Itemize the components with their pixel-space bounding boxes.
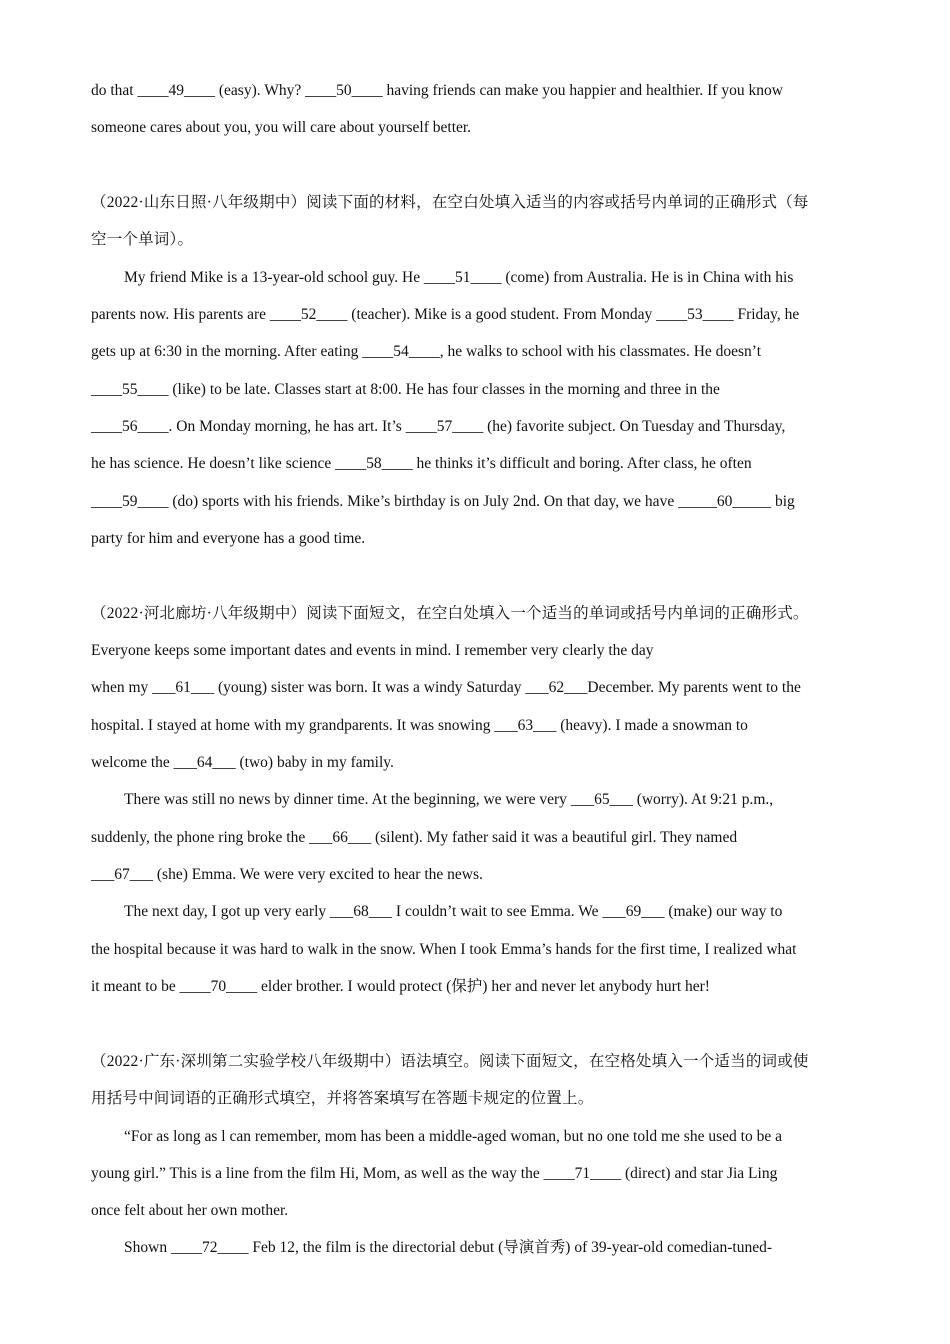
fill-blank: ___67___ — [91, 866, 153, 883]
text-segment: My friend Mike is a 13-year-old school guy. He — [124, 269, 425, 286]
fill-blank: ____50____ — [305, 82, 383, 99]
text-segment: welcome the — [91, 754, 174, 771]
fill-blank: ____51____ — [424, 269, 502, 286]
text-segment: (she) Emma. We were very excited to hear the news. — [153, 866, 483, 883]
passage-line — [91, 641, 654, 661]
passage-line — [91, 977, 710, 997]
text-segment: party for him and everyone has a good time. — [91, 530, 366, 547]
text-segment: the hospital because it was hard to walk in the snow. When I took Emma’s hands for the first time, I realized what — [91, 941, 797, 958]
text-segment: , he walks to school with his classmates. He doesn’t — [439, 343, 761, 360]
fill-blank: ____59____ — [91, 493, 169, 510]
text-segment: (easy). Why? — [215, 82, 306, 99]
text-segment: (come) from Australia. He is in China with his — [501, 269, 794, 286]
instruction-line — [91, 230, 193, 250]
text-segment: （2022·广东·深圳第二实验学校八年级期中）语法填空。阅读下面短文，在空格处填入一个适当的词或使 — [91, 1053, 809, 1070]
text-segment: (young) sister was born. It was a windy Saturday — [214, 679, 526, 696]
text-segment: he has science. He doesn’t like science — [91, 455, 336, 472]
passage-line — [91, 342, 761, 362]
text-segment: (direct) and star Jia Ling — [621, 1165, 778, 1182]
fill-blank: ___61___ — [152, 679, 215, 696]
passage-line — [91, 305, 799, 325]
text-segment: do that — [91, 82, 138, 99]
passage-line — [124, 902, 782, 922]
fill-blank: ____54____ — [362, 343, 440, 360]
text-segment: elder brother. I would protect (保护) her and never let anybody hurt her! — [257, 978, 710, 995]
fill-blank: ___65___ — [570, 791, 633, 808]
text-segment: (two) baby in my family. — [235, 754, 394, 771]
passage-line — [91, 716, 748, 736]
passage-line — [91, 118, 471, 138]
passage-line — [124, 1238, 772, 1258]
text-segment: someone cares about you, you will care about yourself better. — [91, 119, 472, 136]
passage-line — [91, 828, 737, 848]
text-segment: (heavy). I made a snowman to — [556, 717, 748, 734]
fill-blank: ___66___ — [309, 829, 372, 846]
fill-blank: ____58____ — [335, 455, 413, 472]
fill-blank: ____55____ — [91, 381, 169, 398]
passage-line — [91, 417, 785, 437]
instruction-line — [91, 193, 809, 213]
text-segment: (like) to be late. Classes start at 8:00. He has four classes in the morning and three in the — [168, 381, 720, 398]
text-segment: （2022·河北廊坊·八年级期中）阅读下面短文，在空白处填入一个适当的单词或括号内单词的正确形式。 — [91, 605, 809, 622]
text-segment: (worry). At 9:21 p.m., — [632, 791, 774, 808]
text-segment: when my — [91, 679, 153, 696]
text-segment: The next day, I got up very early — [124, 903, 331, 920]
passage-line — [91, 529, 365, 549]
text-segment: “For as long as l can remember, mom has been a middle-aged woman, but no one told me she used to be a — [124, 1128, 782, 1145]
passage-line — [124, 268, 793, 288]
fill-blank: ____53____ — [656, 306, 734, 323]
text-segment: having friends can make you happier and healthier. If you know — [382, 82, 783, 99]
fill-blank: ___62___ — [525, 679, 588, 696]
fill-blank: ____49____ — [137, 82, 215, 99]
fill-blank: ____56____ — [91, 418, 169, 435]
fill-blank: ___63___ — [494, 717, 557, 734]
text-segment: he thinks it’s difficult and boring. After class, he often — [412, 455, 752, 472]
text-segment: Shown — [124, 1239, 171, 1256]
text-segment: December. My parents went to the — [587, 679, 801, 696]
fill-blank: ___64___ — [173, 754, 236, 771]
text-segment: 用括号中间词语的正确形式填空，并将答案填写在答题卡规定的位置上。 — [91, 1090, 594, 1107]
text-segment: . On Monday morning, he has art. It’s — [168, 418, 406, 435]
passage-line — [91, 380, 720, 400]
text-segment: parents now. His parents are — [91, 306, 270, 323]
fill-blank: ___68___ — [330, 903, 393, 920]
passage-line — [124, 1127, 782, 1147]
text-segment: Friday, he — [733, 306, 800, 323]
passage-line — [91, 81, 783, 101]
text-segment: young girl.” This is a line from the film Hi, Mom, as well as the way the — [91, 1165, 544, 1182]
text-segment: (silent). My father said it was a beautiful girl. They named — [371, 829, 738, 846]
text-segment: 空一个单词）。 — [91, 231, 194, 248]
fill-blank: ____57____ — [405, 418, 484, 435]
text-segment: (make) our way to — [664, 903, 783, 920]
fill-blank: ____71____ — [543, 1165, 622, 1182]
passage-line — [91, 492, 795, 512]
text-segment: hospital. I stayed at home with my grandparents. It was snowing — [91, 717, 495, 734]
passage-line — [91, 454, 752, 474]
passage-line — [91, 1164, 777, 1184]
instruction-line — [91, 1052, 809, 1072]
text-segment: it meant to be — [91, 978, 180, 995]
fill-blank: _____60_____ — [678, 493, 772, 510]
text-segment: (he) favorite subject. On Tuesday and Thursday, — [483, 418, 786, 435]
text-segment: Feb 12, the film is the directorial debut (导演首秀) of 39-year-old comedian-tuned- — [248, 1239, 772, 1256]
passage-line — [91, 940, 797, 960]
instruction-line — [91, 604, 809, 624]
passage-line — [91, 753, 394, 773]
passage-line — [91, 1201, 288, 1221]
text-segment: （2022·山东日照·八年级期中）阅读下面的材料，在空白处填入适当的内容或括号内单词的正确形式（每 — [91, 194, 809, 211]
passage-line — [91, 678, 801, 698]
text-segment: Everyone keeps some important dates and events in mind. I remember very clearly the day — [91, 642, 654, 659]
fill-blank: ____70____ — [179, 978, 258, 995]
fill-blank: ____52____ — [269, 306, 348, 323]
text-segment: I couldn’t wait to see Emma. We — [392, 903, 603, 920]
fill-blank: ___69___ — [602, 903, 665, 920]
text-segment: (do) sports with his friends. Mike’s birthday is on July 2nd. On that day, we have — [168, 493, 679, 510]
instruction-line — [91, 1089, 593, 1109]
text-segment: big — [771, 493, 795, 510]
text-segment: There was still no news by dinner time. At the beginning, we were very — [124, 791, 571, 808]
fill-blank: ____72____ — [170, 1239, 249, 1256]
text-segment: suddenly, the phone ring broke the — [91, 829, 310, 846]
passage-line — [91, 865, 483, 885]
passage-line — [124, 790, 773, 810]
text-segment: gets up at 6:30 in the morning. After eating — [91, 343, 363, 360]
text-segment: (teacher). Mike is a good student. From Monday — [347, 306, 657, 323]
text-segment: once felt about her own mother. — [91, 1202, 289, 1219]
